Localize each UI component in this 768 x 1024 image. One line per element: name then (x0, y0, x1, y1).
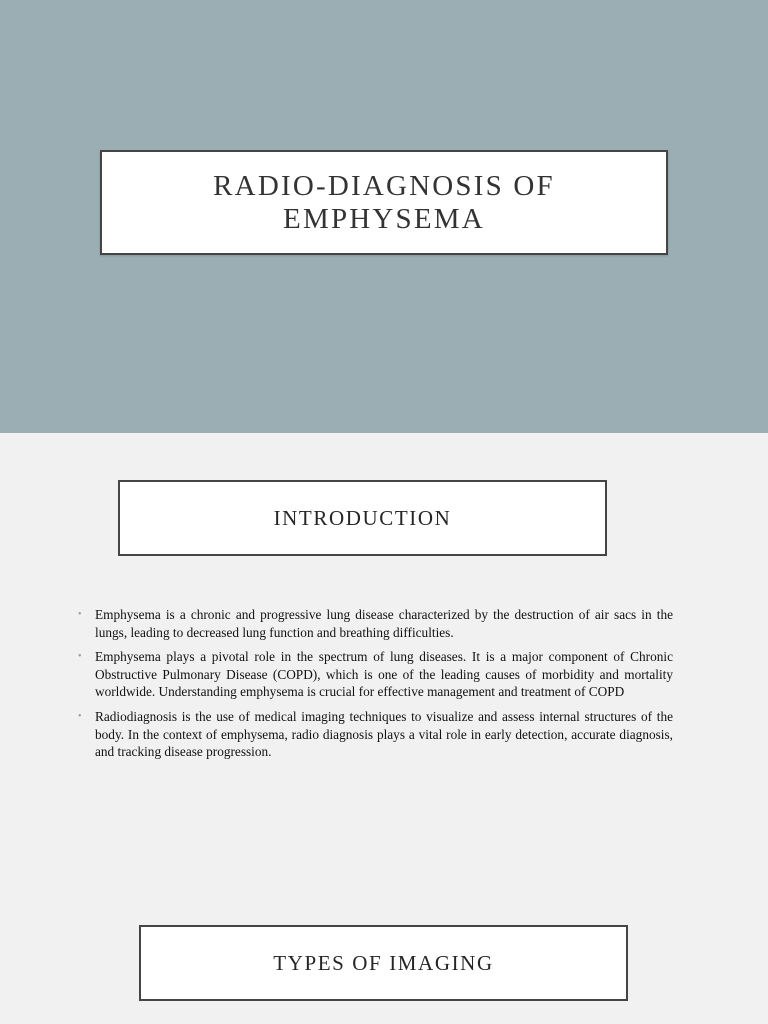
bullet-item (78, 708, 673, 761)
title-slide (0, 0, 768, 433)
introduction-heading: INTRODUCTION (273, 505, 452, 530)
types-of-imaging-heading: TYPES OF IMAGING (273, 950, 494, 975)
introduction-slide (0, 433, 768, 1024)
types-of-imaging-heading-box (139, 925, 628, 1001)
bullet-text: Emphysema is a chronic and progressive lung disease characterized by the destruction of air sacs in the lungs, leading to decreased lung function and breathing difficulties. (95, 607, 673, 640)
introduction-heading-box (118, 480, 607, 556)
bullet-text: Emphysema plays a pivotal role in the spectrum of lung diseases. It is a major component of Chronic Obstructive Pulmonary Disease (COPD), which is one of the leading causes of morbidity and mortality worldwide. Understanding emphysema is crucial for effective management and treatment of COPD (95, 649, 673, 700)
bullet-icon: • (78, 651, 82, 663)
bullet-icon: • (78, 710, 82, 722)
bullet-text: Radiodiagnosis is the use of medical imaging techniques to visualize and assess internal structures of the body. In the context of emphysema, radio diagnosis plays a vital role in early detection, accurate diagnosis, and tracking disease progression. (95, 708, 673, 760)
bullet-item (78, 648, 673, 701)
bullet-item (78, 606, 673, 641)
bullet-list (78, 606, 673, 768)
bullet-icon: • (78, 609, 82, 620)
slide-title: RADIO-DIAGNOSIS OF EMPHYSEMA (213, 169, 555, 235)
title-box (100, 150, 668, 255)
